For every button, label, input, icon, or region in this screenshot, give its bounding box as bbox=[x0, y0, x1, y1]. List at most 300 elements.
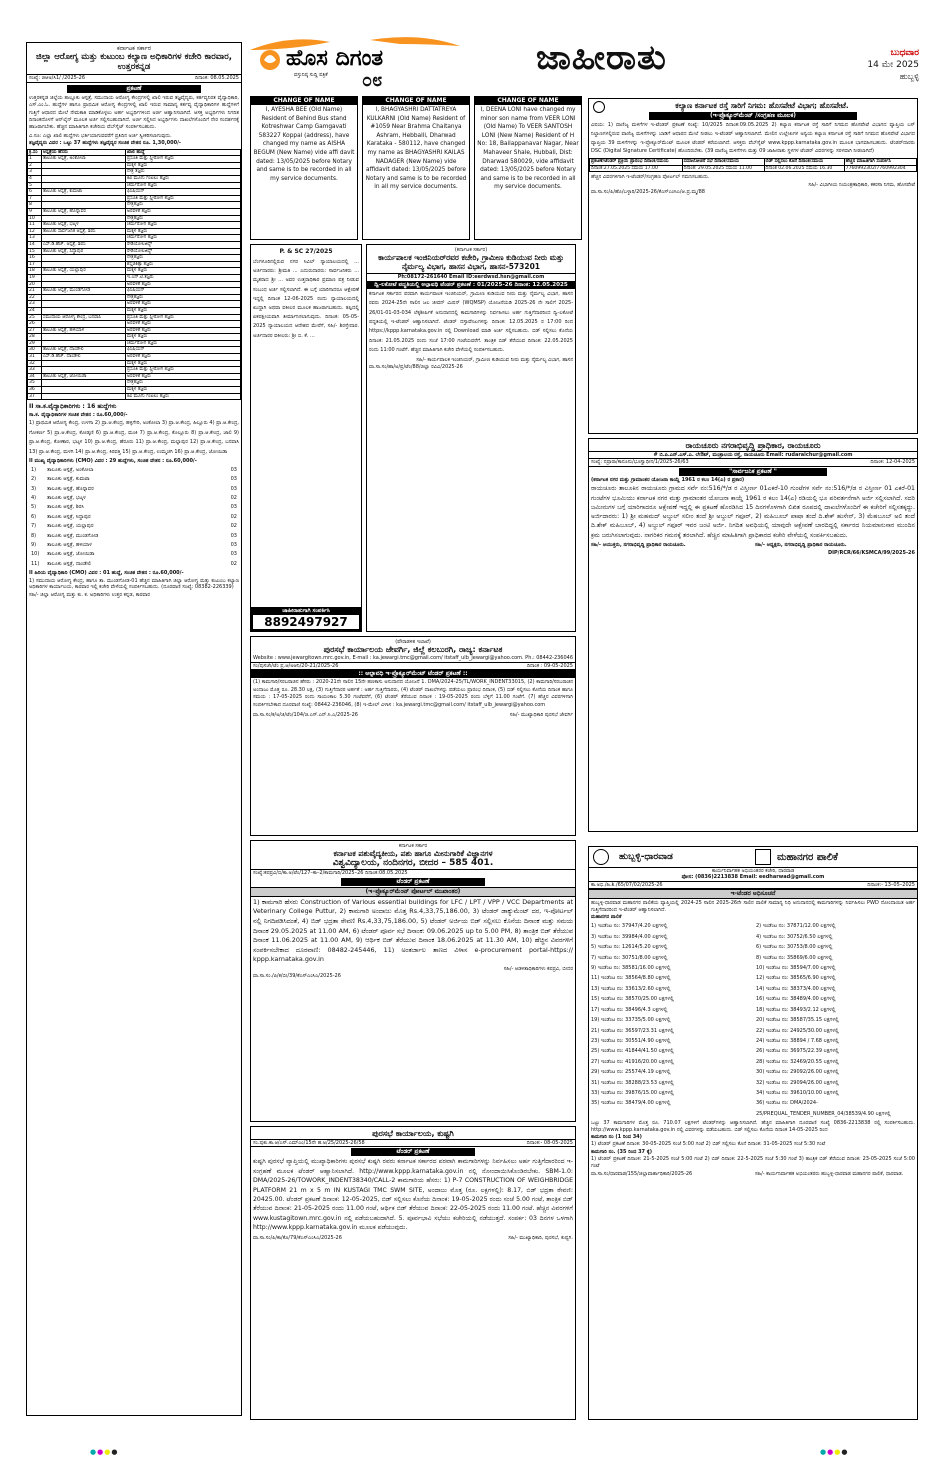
row-post: ಇ.ಎನ್.ಟಿ.ತಜ್ಞರು bbox=[126, 274, 241, 281]
masthead bbox=[250, 36, 925, 96]
row-sl: 31 bbox=[28, 354, 42, 361]
kkrtc-title: ಕಲ್ಯಾಣ ಕರ್ನಾಟಕ ರಸ್ತೆ ಸಾರಿಗೆ ನಿಗಮ: ಹೊಸಪೇಟೆ ವಿಭಾಗ; ಹೊಸಪೇಟೆ. bbox=[675, 101, 849, 110]
list-item: 27) ಇಂಡೆಂಟ ನಂ: 41916/20.00 ಲಕ್ಷಗಳಲ್ಲಿ bbox=[591, 1058, 674, 1065]
kkrtc-table bbox=[589, 158, 917, 172]
row-post: ಪ್ರಸೂತಿ ಮತ್ತು ಸ್ತ್ರೀರೋಗ ತಜ್ಞರು bbox=[126, 156, 241, 163]
row-sl: 30 bbox=[28, 347, 42, 354]
list-item: 6) ಇಂಡೆಂಟ ನಂ: 30753/8.00 ಲಕ್ಷಗಳಲ್ಲಿ bbox=[756, 944, 833, 951]
hdmc-banner: ಇ-ಟೆಂಡರ ಅಧಿಸೂಚನೆ bbox=[589, 889, 917, 899]
list-item: 29) ಇಂಡೆಂಟ ನಂ: 25574/4.19 ಲಕ್ಷಗಳಲ್ಲಿ bbox=[591, 1069, 671, 1076]
row-hospital: ಸಮುದಾಯ ಆರೋಗ್ಯ ಕೇಂದ್ರ, ಬನವಾಸಿ bbox=[42, 314, 126, 321]
row-post: ಅರವಳಿಕೆ ತಜ್ಞರು bbox=[126, 321, 241, 328]
kushtagi-title: ಪುರಸಭೆ ಕಾರ್ಯಾಲಯ, ಕುಷ್ಟಗಿ bbox=[372, 1129, 454, 1138]
list-item: 14) ಇಂಡೆಂಟ ನಂ: 38373/4.00 ಲಕ್ಷಗಳಲ್ಲಿ bbox=[756, 985, 836, 992]
hdmc-city: ಹುಬ್ಬಳ್ಳಿ-ಧಾರವಾಡ bbox=[619, 852, 673, 862]
hdmc-indent-list bbox=[589, 921, 917, 1119]
list-item bbox=[27, 560, 241, 569]
table-row bbox=[28, 367, 241, 374]
table-row bbox=[28, 380, 241, 387]
notice-banner: ಪ್ರಕಟಣೆ bbox=[67, 85, 201, 93]
row-sl: 32 bbox=[28, 360, 42, 367]
cmo-c: 02 bbox=[230, 560, 237, 567]
list-item: 11) ಇಂಡೆಂಟ ನಂ: 38564/8.80 ಲಕ್ಷಗಳಲ್ಲಿ bbox=[591, 975, 671, 982]
row-sl: 17 bbox=[28, 261, 42, 268]
cmo-h: ತಾಲೂಕು ಆಸ್ಪತ್ರೆ, ಭಟ್ಕಳ bbox=[47, 495, 86, 502]
dho-sign: ಸಹಿ/- ಜಿಲ್ಲಾ ಆರೋಗ್ಯ ಮತ್ತು ಕು. ಕ. ಅಧಿಕಾರಿಗಳು ಉತ್ತರ ಕನ್ನಡ, ಕಾರವಾರ bbox=[29, 591, 151, 598]
row-sl: 36 bbox=[28, 387, 42, 394]
row-hospital bbox=[42, 393, 126, 400]
rwss-contact: Ph:08172-261640 Email ID:eerdwsd.hsn@gmail.com bbox=[367, 273, 575, 281]
specialist-table bbox=[27, 149, 241, 401]
list-item: 18) ಇಂಡೆಂಟ ನಂ: 38493/2.12 ಲಕ್ಷಗಳಲ್ಲಿ bbox=[756, 1006, 836, 1013]
list-item bbox=[27, 550, 241, 559]
psc-heading: P. & SC 27/2025 bbox=[279, 248, 333, 255]
cmo-h: ತಾಲೂಕು ಆಸ್ಪತ್ರೆ, ಕುಮಟಾ bbox=[47, 476, 90, 483]
adv-phone[interactable]: 8892497927 bbox=[253, 615, 359, 629]
print-registration-marks: ●●●● bbox=[90, 1448, 119, 1456]
row-hospital: ತಾಲೂಕು ಆಸ್ಪತ್ರೆ, ಜೋಯಿಡಾ bbox=[42, 373, 126, 380]
row-post: ಪ್ರಸೂತಿ ಮತ್ತು ಸ್ತ್ರೀರೋಗ ತಜ್ಞರು bbox=[126, 314, 241, 321]
adv-label: ಜಾಹೀರಾತುಗಾಗಿ ಸಂಪರ್ಕಿಸಿ bbox=[282, 608, 330, 614]
row-hospital bbox=[42, 294, 126, 301]
table-row bbox=[28, 334, 241, 341]
list-item: 19) ಇಂಡೆಂಟ ನಂ: 33735/5.00 ಲಕ್ಷಗಳಲ್ಲಿ bbox=[591, 1017, 671, 1024]
newspaper-logo[interactable] bbox=[250, 36, 460, 92]
row-hospital: ತಾಲೂಕು ಆಸ್ಪತ್ರೆ, ಹಳಿಯಾಳ bbox=[42, 327, 126, 334]
date-label: 14 ಮೇ 2025 bbox=[867, 60, 919, 70]
list-item bbox=[27, 466, 241, 475]
change-of-name-ad bbox=[474, 96, 582, 240]
kushtagi-ref: ಸಂ.ಪುಕು.ಕಾ.ಆ/ಎಸ್.ಎಮ್ಎಂ/15ನೇ ಹ.ಅ/25/2025-26/58 bbox=[253, 1140, 365, 1146]
row-hospital: ತಾಲೂಕು ಆಸ್ಪತ್ರೆ, ಭಟ್ಕಳ bbox=[42, 222, 126, 229]
row-post: ಮಕ್ಕಳ ತಜ್ಞರು bbox=[126, 387, 241, 394]
row-hospital bbox=[42, 321, 126, 328]
row-post: ಕಿವಿ ಮೂಗು ಗಂಟಲು ತಜ್ಞರು bbox=[126, 176, 241, 183]
kkrtc-table-head bbox=[590, 159, 917, 166]
table-row bbox=[28, 235, 241, 242]
cmo-list bbox=[27, 466, 241, 569]
th-sl: ಕ್ರ.ಸಂ bbox=[28, 149, 42, 156]
row-hospital bbox=[42, 255, 126, 262]
row-post: ಮಕ್ಕಳ ತಜ್ಞರು bbox=[126, 334, 241, 341]
kkrtc-hospet-tender bbox=[588, 98, 918, 434]
reg-dot-icon: ● bbox=[90, 1448, 98, 1456]
ruda-title: ರಾಯಚೂರು ನಗರಾಭಿವೃದ್ಧಿ ಪ್ರಾಧಿಕಾರ, ರಾಯಚೂರು bbox=[685, 441, 821, 450]
ruda-sign1: ಸಹಿ/- ಆಯುಕ್ತರು, ನಗರಾಭಿವೃದ್ಧಿ ಪ್ರಾಧಿಕಾರ ರಾಯಚೂರು. bbox=[591, 542, 686, 548]
rwss-body: ಕರ್ನಾಟಕ ಸರ್ಕಾರದ ಪರವಾಗಿ ಕಾರ್ಯಪಾಲಕ ಇಂಜಿನಿಯರ್, ಗ್ರಾಮೀಣ ಕುಡಿಯುವ ನೀರು ಮತ್ತು ನೈರ್ಮಲ್ಯ ವಿಭಾಗ, ಹಾಸನ ರವರು 2024-25ನೇ ಸಾಲಿನ ಜಲ ಜೀವನ್ ಮಿಷನ್ (WQMSP) ಯೋಜನೆಯಡಿ 2025-26 ನೇ ಸಾಲಿಗೆ 2025-26/01-01-03-034 ಲೆಕ್ಕಶೀರ್ಷಿಕೆ ಅನುದಾನದಲ್ಲಿ ಕಾಮಗಾರಿಗಳನ್ನು ನಿರ್ವಹಿಸಲು ಅರ್ಹ ಗುತ್ತಿಗೆದಾರರಿಂದ ದ್ವಿ-ಲಕೋಟೆ ಪದ್ಧತಿಯಲ್ಲಿ ಇ-ಟೆಂಡರ್ ಆಹ್ವಾನಿಸಲಾಗಿದೆ. ಟೆಂಡರ್ ದಸ್ತಾವೇಜುಗಳನ್ನು ದಿನಾಂಕ: 12.05.2025 ರ 17:00 ರಿಂದ https://kppp.karnataka.gov.in ರಲ್ಲಿ Download ಮಾಡಿ ಅರ್ಜಿ ಸಲ್ಲಿಸಬಹುದು. ಬಿಡ್ ಸಲ್ಲಿಸಲು ಕೊನೆಯ ದಿನಾಂಕ: 21.05.2025 ರಂದು ಸಂಜೆ 17:00 ಗಂಟೆಯವರೆಗೆ. ತಾಂತ್ರಿಕ ಬಿಡ್ ತೆರೆಯುವ ದಿನಾಂಕ: 22.05.2025 ರಂದು 11:00 ಗಂಟೆಗೆ. ಹೆಚ್ಚಿನ ಮಾಹಿತಿಗಾಗಿ ಕಚೇರಿ ವೇಳೆಯಲ್ಲಿ ಸಂಪರ್ಕಿಸಬಹುದು. bbox=[369, 290, 573, 354]
hdmc-t1a: 1) ಟೆಂಡರ್ ಪ್ರಕಟಣೆ ದಿನಾಂಕ: 30-05-2025 ಸಂಜೆ 5:00 ಗಂಟೆ 2) ಬಿಡ್ ಸಲ್ಲಿಸಲು ಕೊನೆ ದಿನಾಂಕ: 31-05-2025 ಸಂಜೆ 5:30 ಗಂಟೆ bbox=[591, 1141, 826, 1148]
jewargi-title: ಪುರಸಭೆ ಕಾರ್ಯಾಲಯ ಜೇವರ್ಗಿ, ಜಿಲ್ಲೆ ಕಲಬುರಗಿ, ರಾಜ್ಯ: ಕರ್ನಾಟಕ bbox=[323, 645, 503, 655]
row-hospital bbox=[42, 281, 126, 288]
table-row bbox=[28, 347, 241, 354]
row-hospital: ತಾಲೂಕು ಸಾರ್ವಜನಿಕ ಆಸ್ಪತ್ರೆ, ಶಿರಸಿ bbox=[42, 228, 126, 235]
row-hospital bbox=[42, 334, 126, 341]
table-row bbox=[28, 228, 241, 235]
table-row bbox=[28, 360, 241, 367]
row-post: ಶಸ್ತ್ರಚಿಕಿತ್ಸಾ ತಜ್ಞರು bbox=[126, 261, 241, 268]
row-hospital bbox=[42, 215, 126, 222]
hdmc-intro: ಹುಬ್ಬಳ್ಳಿ-ಧಾರವಾಡ ಮಹಾನಗರ ಪಾಲಿಕೆಯ ವ್ಯಾಪ್ತಿಯಲ್ಲಿ 2024-25 ಸಾಲಿನ 2025-26ನೇ ಸಾಲಿನ ಪಾಲಿಕೆ ಸಾಮಾನ್ಯ ನಿಧಿ ಅನುದಾನದಲ್ಲಿ ಕಾಮಗಾರಿಗಳನ್ನು ನಿರ್ವಹಿಸಲು PWD ನೋಂದಾಯಿತ ಅರ್ಹ ಗುತ್ತಿಗೆದಾರರಿಂದ ಇ-ಟೆಂಡರ್ ಆಹ್ವಾನಿಸಲಾಗಿದೆ. bbox=[591, 900, 915, 913]
row-sl: 21 bbox=[28, 288, 42, 295]
table-row bbox=[28, 261, 241, 268]
ref-date: ದಿನಾಂಕ: 08.05.2025 bbox=[194, 75, 239, 82]
list-item: 13) ಇಂಡೆಂಟ ನಂ: 33613/2.60 ಲಕ್ಷಗಳಲ್ಲಿ bbox=[591, 985, 671, 992]
list-item: 25) ಇಂಡೆಂಟ ನಂ: 41844/41.50 ಲಕ್ಷಗಳಲ್ಲಿ bbox=[591, 1048, 674, 1055]
list-item: 15) ಇಂಡೆಂಟ ನಂ: 38570/25.00 ಲಕ್ಷಗಳಲ್ಲಿ bbox=[591, 996, 674, 1003]
kkrtc-td: ದಿನಾಂಕ 02.06.2025 ಸಮಯ 16.30 bbox=[764, 165, 844, 172]
cmo-c: 03 bbox=[230, 532, 237, 539]
cmo-n: 1) bbox=[31, 466, 37, 473]
row-sl: 2 bbox=[28, 162, 42, 169]
row-sl: 6 bbox=[28, 189, 42, 196]
row-hospital: ತಾಲೂಕು ಆಸ್ಪತ್ರೆ, ಸಿದ್ದಾಪುರ bbox=[42, 248, 126, 255]
row-post: ಮಕ್ಕಳ ತಜ್ಞರು bbox=[126, 162, 241, 169]
change-of-name-body: I, DEENA LONI have changed my minor son name from VEER LONI (Old Name) To VEER SANTOSH LONI (New Name) Resident of H No: 18, Bailappanavar Nagar, Near Mahaveer Shale, Hubbali, Dist: Dharwad 580029, vide affidavit dated: 13/05/2025 before Notary and same is to be recorded in all my service documents. bbox=[477, 107, 579, 191]
hdmc-t2a: 1) ಟೆಂಡರ್ ಪ್ರಕಟಣೆ ದಿನಾಂಕ: 21-5-2025 ಸಂಜೆ 5:00 ಗಂಟೆ 2) ಬಿಡ್ ದಿನಾಂಕ: 22-5-2025 ಸಂಜೆ 5:30 ಗಂಟೆ 3) ತಾಂತ್ರಿಕ ಬಿಡ್ ತೆರೆಯುವ ದಿನಾಂಕ: 23-05-2025 ಸಂಜೆ 5:00 ಗಂಟೆ bbox=[591, 1156, 915, 1169]
hdmc-corp: ಮಹಾನಗರ ಪಾಲಿಕೆ bbox=[777, 851, 838, 863]
bidar-banner: ಟೆಂಡರ್ ಪ್ರಕಟಣೆ bbox=[341, 878, 485, 886]
list-item: 16) ಇಂಡೆಂಟ ನಂ: 38489/4.00 ಲಕ್ಷಗಳಲ್ಲಿ bbox=[756, 996, 836, 1003]
kkrtc-banner: (ಇ-ಪ್ರೊಕ್ಯೂರ್‌ಮೆಂಟ್ /ಸಂಗ್ರಹಣ ಮೂಲಕ) bbox=[649, 112, 857, 120]
rwss-title: ಕಾರ್ಯಪಾಲಕ ಇಂಜಿನಿಯರ್‌ರವರ ಕಚೇರಿ, ಗ್ರಾಮೀಣ ಕುಡಿಯುವ ನೀರು ಮತ್ತು ನೈರ್ಮಲ್ಯ ವಿಭಾಗ, ಹಾಸನ ವಿಭಾಗ, ಹಾಸನ-573201 bbox=[378, 253, 564, 272]
cmo-heading: II ಮುಖ್ಯ ವೈದ್ಯಾಧಿಕಾರಿಗಳು (CMO) ವಿವರ : 29 ಹುದ್ದೆಗಳು, ಸಂಚಿತ ವೇತನ : ರೂ.60,000/- bbox=[29, 458, 197, 465]
kkrtc-td: ದಿನಾಂಕ:27.05.2025 ಸಮಯ 17.00 bbox=[590, 165, 683, 172]
kushtagi-tender bbox=[250, 1126, 576, 1420]
cmo-n: 9) bbox=[31, 542, 37, 549]
cmo-c: 03 bbox=[230, 551, 237, 558]
table-row bbox=[28, 354, 241, 361]
table-row bbox=[28, 268, 241, 275]
hdmc-left-emblem-icon bbox=[593, 849, 609, 865]
bidar-gov: ಕರ್ನಾಟಕ ಸರ್ಕಾರ bbox=[398, 843, 428, 849]
table-row bbox=[28, 307, 241, 314]
table-row bbox=[28, 294, 241, 301]
adv-contact-bar bbox=[251, 607, 361, 631]
row-sl: 18 bbox=[28, 268, 42, 275]
table-row bbox=[28, 156, 241, 163]
ref-no: ಸಂಖ್ಯೆ: ಜಿಆಅ/ಸಿ1/ /2025-26 bbox=[29, 75, 85, 82]
row-hospital bbox=[42, 235, 126, 242]
cmo-h: ತಾಲೂಕು ಆಸ್ಪತ್ರೆ, ದಾಂಡೇಲಿ bbox=[47, 560, 92, 567]
row-sl: 9 bbox=[28, 209, 42, 216]
cmo-n: 3) bbox=[31, 485, 37, 492]
row-hospital: ತಾಲೂಕು ಆಸ್ಪತ್ರೆ, ಕುಮಟಾ bbox=[42, 189, 126, 196]
row-sl: 5 bbox=[28, 182, 42, 189]
kkrtc-sign: ಸಹಿ/- ವಿಭಾಗೀಯ ನಿಯಂತ್ರಣಾಧಿಕಾರಿ, ಕಕರಸಾ ನಿಗಮ, ಹೊಸಪೇಟೆ bbox=[808, 181, 915, 188]
list-item: 9) ಇಂಡೆಂಟ ನಂ: 38581/16.00 ಲಕ್ಷಗಳಲ್ಲಿ bbox=[591, 965, 671, 972]
th-hospital: ಆಸ್ಪತ್ರೆಯ ಹೆಸರು bbox=[42, 149, 126, 156]
table-row bbox=[28, 162, 241, 169]
list-item: 22) ಇಂಡೆಂಟ ನಂ: 24925/30.00 ಲಕ್ಷಗಳಲ್ಲಿ bbox=[756, 1027, 839, 1034]
row-sl: 28 bbox=[28, 334, 42, 341]
gdmo-pay: ಸಾ.ಕ. ವೈದ್ಯಾಧಿಕಾರಿಗಳ ಸಂಚಿತ ವೇತನ : ರೂ.60,000/- bbox=[29, 411, 128, 418]
cmo-c: 03 bbox=[230, 542, 237, 549]
row-post: ಚರ್ಮರೋಗ ತಜ್ಞರು bbox=[126, 222, 241, 229]
table-row bbox=[28, 301, 241, 308]
row-hospital bbox=[42, 367, 126, 374]
row-post: ಅರವಳಿಕೆ ತಜ್ಞರು bbox=[126, 354, 241, 361]
cmo-c: 02 bbox=[230, 523, 237, 530]
cmo-c: 03 bbox=[230, 504, 237, 511]
cmo-h: ತಾಲೂಕು ಆಸ್ಪತ್ರೆ, ಯಲ್ಲಾಪುರ bbox=[47, 523, 94, 530]
list-item: 24) ಇಂಡೆಂಟ ನಂ: 38894 / 7.68 ಲಕ್ಷಗಳಲ್ಲಿ bbox=[756, 1037, 839, 1044]
table-row bbox=[28, 288, 241, 295]
list-item: 17) ಇಂಡೆಂಟ ನಂ: 38496/4.3 ಲಕ್ಷಗಳಲ್ಲಿ bbox=[591, 1006, 668, 1013]
list-item bbox=[27, 513, 241, 522]
city-label: ಹುಬ್ಬಳ್ಳಿ bbox=[899, 72, 919, 81]
kushtagi-banner: ಟೆಂಡರ್ ಪ್ರಕಟಣೆ bbox=[351, 1148, 475, 1156]
list-item bbox=[27, 485, 241, 494]
row-sl: 1 bbox=[28, 156, 42, 163]
hdmc-date: ದಿನಾಂಕ:- 13–05–2025 bbox=[867, 881, 915, 888]
row-sl: 23 bbox=[28, 301, 42, 308]
row-hospital bbox=[42, 360, 126, 367]
row-sl: 11 bbox=[28, 222, 42, 229]
row-post: ಫಿಸಿಷಿಯನ್ bbox=[126, 288, 241, 295]
jewargi-tag: (ಪೌರಾಡಳಿತ ಇಲಾಖೆ) bbox=[395, 639, 431, 645]
cmo-n: 5) bbox=[31, 504, 37, 511]
hdmc-sign: ಸಹಿ/- ಕಾರ್ಯನಿರ್ವಾಹಕ ಅಭಿಯಂತರರು ಹುಬ್ಬಳ್ಳಿ-ಧಾರವಾಡ ಮಹಾನಗರ ಪಾಲಿಕೆ, ಧಾರವಾಡ. bbox=[755, 1171, 904, 1177]
row-sl: 33 bbox=[28, 367, 42, 374]
list-item: 32) ಇಂಡೆಂಟ ನಂ: 29094/26.00 ಲಕ್ಷಗಳಲ್ಲಿ bbox=[756, 1079, 839, 1086]
list-item bbox=[27, 541, 241, 550]
row-sl: 16 bbox=[28, 255, 42, 262]
cmo-c: 02 bbox=[230, 495, 237, 502]
cmo-n: 4) bbox=[31, 495, 37, 502]
row-hospital: ಎಸ್.ಡಿ.ಹೆಚ್. ದಾಂಡೇಲಿ bbox=[42, 354, 126, 361]
list-item: 21) ಇಂಡೆಂಟ ನಂ: 36597/23.31 ಲಕ್ಷಗಳಲ್ಲಿ bbox=[591, 1027, 674, 1034]
change-of-name-heading: CHANGE OF NAME bbox=[475, 97, 581, 105]
row-hospital bbox=[42, 202, 126, 209]
table-row bbox=[28, 195, 241, 202]
kkrtc-logo-icon bbox=[593, 101, 605, 113]
row-post: ಅರವಳಿಕೆ ತಜ್ಞರು bbox=[126, 281, 241, 288]
row-sl: 27 bbox=[28, 327, 42, 334]
cmo-h: ತಾಲೂಕು ಆಸ್ಪತ್ರೆ, ಹೊನ್ನಾವರ bbox=[47, 485, 94, 492]
kkrtc-th: ಬಿಡ್ ಸಲ್ಲಿಸಲು ಕೊನೆ ದಿನಾಂಕ/ಸಮಯ bbox=[764, 159, 844, 166]
row-sl: 24 bbox=[28, 307, 42, 314]
ruda-date: ದಿನಾಂಕ: 12-04-2025 bbox=[870, 459, 915, 466]
kvafsu-bidar-tender bbox=[250, 840, 576, 1122]
jewargi-body: (1) ಕಾಮಗಾರಿ/ಸರಬರಾಜಿನ ಹೆಸರು : 2020-21ನೇ ಸಾಲಿನ 15ನೇ ಹಣಕಾಸು ಅನುದಾನದ ಯೋಜನೆ 1. DMA/2024-25/TL/WORK_INDENT33015, (2) ಕಾಮಗಾರಿ/ಸರಬರಾಜಿನ ಅಂದಾಜು ಮೊತ್ತ ರೂ. 28.30 ಲಕ್ಷ, (3) ಗುತ್ತಿಗೆದಾರರ ಅರ್ಹತೆ : ಅರ್ಹ ಗುತ್ತಿಗೆದಾರರು, (4) ಟೆಂಡರ್ ದಾಖಲೆಗಳನ್ನು ಪಡೆಯಲು ಪ್ರಾರಂಭ ದಿನಾಂಕ, (5) ಬಿಡ್ ಸಲ್ಲಿಸಲು ಕೊನೆಯ ದಿನಾಂಕ ಹಾಗೂ ಸಮಯ : 17-05-2025 ರಂದು ಸಾಯಂಕಾಲ 5.30 ಗಂಟೆವರೆಗೆ, (6) ಟೆಂಡರ್ ತೆರೆಯುವ ದಿನಾಂಕ : 19-05-2025 ರಂದು ಬೆಳ್ಳಿಗೆ 11.00 ಗಂಟೆಗೆ. (7) ಹೆಚ್ಚಿನ ವಿವರಗಳಿಗಾಗಿ ಸಂಪರ್ಕಿಸಬೇಕಾದ ದೂರವಾಣಿ ಸಂಖ್ಯೆ: 08442-236046, (8) ಇ-ಮೇಲ್ ವಿಳಾಸ : ka.jewargi.tmc@gmail.com/ itstaff_ulb_jewargi@yahoo.com bbox=[253, 679, 573, 708]
jewargi-sign: ಸಹಿ/- ಮುಖ್ಯಾಧಿಕಾರಿ ಪುರಸಭೆ ಜೇವರ್ಗಿ bbox=[509, 711, 573, 718]
cmo-n: 11) bbox=[31, 560, 40, 567]
row-post: ಮಕ್ಕಳ ತಜ್ಞರು bbox=[126, 307, 241, 314]
table-row bbox=[28, 321, 241, 328]
hdmc-ref: ಕಾ.ಅಭಿ./ಹಿ.ಶಿ./65/07/02/2025-26 bbox=[591, 881, 663, 888]
specialist-heading: ತಜ್ಞವೈದ್ಯರು ವಿವರ : ಒಟ್ಟು 37 ಹುದ್ದೆಗಳು ತಜ್ಞವೈದ್ಯರ ಸಂಚಿತ ವೇತನ ರೂ. 1,30,000/- bbox=[29, 140, 181, 147]
hdmc-ref2: ವಾ.ಸಾ.ಸಂ/ಧಾರವಾಡ/155/ಜಿಲ್ಲಾವಾರ್ತಾಧಿಕಾರಿ/2025-26 bbox=[591, 1171, 693, 1177]
ruda-sign2: ಸಹಿ/- ಅಧ್ಯಕ್ಷರು, ನಗರಾಭಿವೃದ್ಧಿ ಪ್ರಾಧಿಕಾರ ರಾಯಚೂರು. bbox=[755, 542, 847, 548]
row-post: ಫಿಸಿಷಿಯನ್ bbox=[126, 347, 241, 354]
list-item bbox=[27, 503, 241, 512]
bidar-banner-sub: (ಇ–ಪ್ರೊಕ್ಯೂರ್‌ಮೆಂಟ್ ಪೋರ್ಟಲ್ ಮುಖಾಂತರ) bbox=[251, 887, 575, 897]
notice-title: ಜಿಲ್ಲಾ ಆರೋಗ್ಯ ಮತ್ತು ಕುಟುಂಬ ಕಲ್ಯಾಣ ಅಧಿಕಾರಿಗಳ ಕಚೇರಿ ಕಾರವಾರ, ಉತ್ತರಕನ್ನಡ bbox=[36, 52, 232, 73]
kkrtc-td: 7760992302/7760992304 bbox=[844, 165, 916, 172]
row-hospital bbox=[42, 261, 126, 268]
reg-dot-icon: ● bbox=[820, 1448, 828, 1456]
list-item: 10) ಇಂಡೆಂಟ ನಂ: 38594/7.00 ಲಕ್ಷಗಳಲ್ಲಿ bbox=[756, 965, 836, 972]
row-sl: 15 bbox=[28, 248, 42, 255]
kkrtc-th: ಹೆಚ್ಚಿನ ಮಾಹಿತಿಗಾಗಿ ಸಂಪರ್ಕಿಸಿ bbox=[844, 159, 916, 166]
row-post: ಪ್ರಸೂತಿ ಮತ್ತು ಸ್ತ್ರೀರೋಗ ತಜ್ಞರು bbox=[126, 195, 241, 202]
kushtagi-ref2: ವಾ.ಸಾ.ಸಂ/ಪಿ/ಕಾ/ಕೊ/79/ಕೆಎಸ್‌ಎಂಸಿಎ/2025-26 bbox=[253, 1234, 342, 1241]
list-item: 30) ಇಂಡೆಂಟ ನಂ: 29092/26.00 ಲಕ್ಷಗಳಲ್ಲಿ bbox=[756, 1069, 839, 1076]
th-post: ಖಾಲಿ ಹುದ್ದೆ bbox=[126, 149, 241, 156]
row-sl: 29 bbox=[28, 340, 42, 347]
row-sl: 10 bbox=[28, 215, 42, 222]
row-post: ನೇತ್ರತಜ್ಞರು bbox=[126, 215, 241, 222]
list-item: 12) ಇಂಡೆಂಟ ನಂ: 38565/6.90 ಲಕ್ಷಗಳಲ್ಲಿ bbox=[756, 975, 836, 982]
cmo-n: 6) bbox=[31, 513, 37, 520]
row-sl: 13 bbox=[28, 235, 42, 242]
row-post: ಪ್ರಸೂತಿ ಮತ್ತು ಸ್ತ್ರೀರೋಗ ತಜ್ಞರು bbox=[126, 367, 241, 374]
row-hospital: ತಾಲೂಕು ಆಸ್ಪತ್ರೆ, ಹೊನ್ನಾವರ bbox=[42, 209, 126, 216]
row-post: ಅರವಳಿಕೆ ತಜ್ಞರು bbox=[126, 327, 241, 334]
kkrtc-th: ಸಮಾಲೋಚನೆ ಸಭೆ ದಿನಾಂಕ/ಸಮಯ bbox=[682, 159, 764, 166]
row-hospital bbox=[42, 162, 126, 169]
row-sl: 12 bbox=[28, 228, 42, 235]
list-item: 33) ಇಂಡೆಂಟ ನಂ: 39876/15.00 ಲಕ್ಷಗಳಲ್ಲಿ bbox=[591, 1089, 674, 1096]
row-post: ಚರ್ಮರೋಗ ತಜ್ಞರು bbox=[126, 340, 241, 347]
notice-body: ಉತ್ತರಕನ್ನಡ ಜಿಲ್ಲೆಯ ತಾಲ್ಲೂಕು ಆಸ್ಪತ್ರೆ, ಸಮುದಾಯ ಆರೋಗ್ಯ ಕೇಂದ್ರಗಳಲ್ಲಿ ಖಾಲಿ ಇರುವ ತಜ್ಞವೈದ್ಯರು, ಕರ್ತವ್ಯನಿರತ ವೈದ್ಯಾಧಿಕಾರಿ, ಎಸ್.ಎಂ.ಓ. ಹುದ್ದೆಗಳ ಹಾಗೂ ಪ್ರಾಥಮಿಕ ಆರೋಗ್ಯ ಕೇಂದ್ರಗಳಲ್ಲಿ ಖಾಲಿ ಇರುವ ಸಾಮಾನ್ಯ ಕರ್ತವ್ಯ ವೈದ್ಯಾಧಿಕಾರಿಗಳ ಹುದ್ದೆಗಳಿಗೆ ಗುತ್ತಿಗೆ ಆಧಾರದ ಮೇಲೆ ನೇಮಕಾತಿ ಮಾಡಿಕೊಳ್ಳಲು ಅರ್ಹ ಅಭ್ಯರ್ಥಿಗಳಿಂದ ಅರ್ಜಿ ಆಹ್ವಾನಿಸಲಾಗಿದೆ. ಆಸಕ್ತ ಅಭ್ಯರ್ಥಿಗಳು ನಿಗದಿತ ದಿನಾಂಕದೊಳಗೆ ಆನ್‌ಲೈನ್ ಮೂಲಕ ಅರ್ಜಿ ಸಲ್ಲಿಸಬಹುದಾಗಿದೆ. ಅರ್ಜಿ ಸಲ್ಲಿಸಿದ ಅಭ್ಯರ್ಥಿಗಳು ದಾಖಲೆಗಳೊಂದಿಗೆ ನೇರ ಸಂದರ್ಶನಕ್ಕೆ ಹಾಜರಾಗಬೇಕು. ಹೆಚ್ಚಿನ ಮಾಹಿತಿಗಾಗಿ ಕಚೇರಿಯ ವೆಬ್‌ಸೈಟ್ ಸಂಪರ್ಕಿಸಬಹುದು. bbox=[29, 94, 239, 131]
row-sl: 35 bbox=[28, 380, 42, 387]
list-item: 5) ಇಂಡೆಂಟ ನಂ: 12614/5.20 ಲಕ್ಷಗಳಲ್ಲಿ bbox=[591, 944, 668, 951]
cmo-n: 7) bbox=[31, 523, 37, 530]
table-row bbox=[28, 215, 241, 222]
row-hospital bbox=[42, 307, 126, 314]
day-label: ಬುಧವಾರ bbox=[890, 48, 919, 58]
cmo-n: 8) bbox=[31, 532, 37, 539]
table-row bbox=[28, 241, 241, 248]
rwss-banner: ದ್ವಿ-ಲಕೋಟೆ ಪದ್ಧತಿಯಲ್ಲಿ ಅಲ್ಪಾವಧಿ ಟೆಂಡರ್ ಪ್ರಕಟಣೆ : 01/2025-26 ದಿನಾಂಕ: 12.05.2025 bbox=[367, 282, 575, 289]
cmo-h: ತಾಲೂಕು ಆಸ್ಪತ್ರೆ, ಮುಂಡಗೋಡ bbox=[47, 532, 99, 539]
hdmc-etender bbox=[588, 846, 918, 1420]
hdmc-t1: ಕಾಮಗಾರಿ ನಂ (1 ರಿಂದ 34) bbox=[591, 1133, 642, 1140]
table-row bbox=[28, 169, 241, 176]
hdmc-contact: ಫೋನ: (0836)2213838 Email: eedharwad@gmail.com bbox=[589, 874, 917, 881]
specialist-rows bbox=[28, 156, 241, 400]
row-sl: 34 bbox=[28, 373, 42, 380]
row-post: ರೇಡಿಯೋಲಜಿಸ್ಟ್ bbox=[126, 241, 241, 248]
cmo-h: ತಾಲೂಕು ಆಸ್ಪತ್ರೆ, ಅಂಕೋಲಾ bbox=[47, 466, 94, 473]
ruda-ref2: DIP/RCR/66/KSMCA/99/2025-26 bbox=[827, 550, 915, 557]
list-item bbox=[27, 532, 241, 541]
gov-label: ಕರ್ನಾಟಕ ಸರ್ಕಾರ bbox=[116, 45, 152, 52]
cmo-n: 2) bbox=[31, 476, 37, 483]
cmo-c: 02 bbox=[230, 513, 237, 520]
gdmo-list: 1) ಪ್ರಾಥಮಿಕ ಆರೋಗ್ಯ ಕೇಂದ್ರ, ಉಳಗಾ 2) ಪ್ರಾ.ಆ.ಕೇಂದ್ರ, ಹಳ್ಳಿಗೇರಿ, ಅಂಕೋಲಾ 3) ಪ್ರಾ.ಆ.ಕೇಂದ್ರ, ಹಿಲ್ಲೂರು 4) ಪ್ರಾ.ಆ.ಕೇಂದ್ರ, ಗೋಕರ್ಣ 5) ಪ್ರಾ.ಆ.ಕೇಂದ್ರ, ಕೋಡ್ಕಣಿ 6) ಪ್ರಾ.ಆ.ಕೇಂದ್ರ, ಮಂಕಿ 7) ಪ್ರಾ.ಆ.ಕೇಂದ್ರ, ಕೊಲ್ಲೂರು 8) ಪ್ರಾ.ಆ.ಕೇಂದ್ರ, ಜಾಲಿ 9) ಪ್ರಾ.ಆ.ಕೇಂದ್ರ, ಕೋಣಾರ, ಭಟ್ಕಳ 10) ಪ್ರಾ.ಆ.ಕೇಂದ್ರ, ಹೆರೂರು 11) ಪ್ರಾ.ಆ.ಕೇಂದ್ರ, ಮಲ್ಲಾಪುರ 12) ಪ್ರಾ.ಆ.ಕೇಂದ್ರ, ಬನವಾಸಿ 13) ಪ್ರಾ.ಆ.ಕೇಂದ್ರ, ಮಳಗಿ 14) ಪ್ರಾ.ಆ.ಕೇಂದ್ರ, ಕಿರವತ್ತಿ 15) ಪ್ರಾ.ಆ.ಕೇಂದ್ರ, ಉಮ್ಮಚಗಿ 16) ಪ್ರಾ.ಆ.ಕೇಂದ್ರ, ಜೋಯಿಡಾ bbox=[29, 420, 239, 455]
rwss-sign: ಸಹಿ/- ಕಾರ್ಯಪಾಲಕ ಇಂಜಿನಿಯರ್, ಗ್ರಾಮೀಣ ಕುಡಿಯುವ ನೀರು ಮತ್ತು ನೈರ್ಮಲ್ಯ ವಿಭಾಗ, ಹಾಸನ bbox=[416, 356, 573, 363]
jewargi-date: ದಿನಾಂಕ : 09-05-2025 bbox=[526, 662, 573, 669]
row-sl: 37 bbox=[28, 393, 42, 400]
table-row bbox=[28, 248, 241, 255]
list-item: 34) ಇಂಡೆಂಟ ನಂ: 39610/10.00 ಲಕ್ಷಗಳಲ್ಲಿ bbox=[756, 1089, 839, 1096]
bidar-body: 1) ಕಾಮಗಾರಿ ಹೆಸರು Construction of Various essential buildings for LFC / LPT / VPP / VCC Departments at Veterinary College Puttur, 2) ಕಾಮಗಾರಿ ಅಂದಾಜು ಮೊತ್ತ Rs.4,33,75,186.00, 3) ಟೆಂಡರ್ ಡಾಕ್ಯುಮೆಂಟ್ ದರ, ಇ-ಪೋರ್ಟಲ್ ನಲ್ಲಿ ನಿಗದಿಪಡಿಸಿದಂತೆ, 4) ಬಿಡ್ ಭದ್ರತಾ ಠೇವಣಿ Rs.4,33,75,186.00, 5) ಟೆಂಡರ್ ಅರ್ಜಿಯ ಬಿಡ್ ಸಲ್ಲಿಸಲು ಕೊನೆಯ ದಿನಾಂಕ ಮತ್ತು ಸಮಯ ದಿನಾಂಕ 29.05.2025 at 11.00 AM, 6) ಟೆಂಡರ್ ಪೂರ್ವ ಸಭೆ ದಿನಾಂಕ: 09.06.2025 up to 5.00 PM, 8) ತಾಂತ್ರಿಕ ಬಿಡ್ ತೆರೆಯುವ ದಿನಾಂಕ 11.06.2025 at 11.00 AM, 9) ಆರ್ಥಿಕ ಬಿಡ್ ತೆರೆಯುವ ದಿನಾಂಕ 18.06.2025 at 11.30 AM, 10) ಹೆಚ್ಚಿನ ವಿವರಗಳಿಗೆ ಸಂಪರ್ಕಿಸಬೇಕಾದ ದೂರವಾಣಿ: 08482-245446, 11) ಅಂತರ್ಜಾಲ ತಾಣದ ವಿಳಾಸ e-procurement portal-https:// kppp.karnataka.gov.in bbox=[253, 897, 573, 964]
row-hospital bbox=[42, 176, 126, 183]
change-of-name-heading: CHANGE OF NAME bbox=[251, 97, 357, 105]
row-sl: 8 bbox=[28, 202, 42, 209]
bidar-ref: ಸಂಖ್ಯೆ:ಕಪಪ್ರವಿ/ಬಿ/ಕಾ.ಅ/ಟೆಂ/127–ಕಾ–2/ಕಾಮಗಾರಿ/2025–26 ದಿನಾಂಕ:08.05.2025 bbox=[251, 869, 575, 876]
smo-heading: II ಹಿರಿಯ ವೈದ್ಯಾಧಿಕಾರಿ (CMO) ವಿವರ : 01 ಹುದ್ದೆ, ಸಂಚಿತ ವೇತನ : ರೂ.60,000/- bbox=[29, 570, 184, 577]
row-sl: 26 bbox=[28, 321, 42, 328]
row-hospital: ತಾಲೂಕು ಆಸ್ಪತ್ರೆ, ಯಲ್ಲಾಪುರ bbox=[42, 268, 126, 275]
logo-tagline: ವಸ್ತುನಿಷ್ಠ ಸುದ್ದಿ ಪತ್ರಿಕೆ bbox=[294, 72, 328, 78]
table-row bbox=[28, 387, 241, 394]
row-hospital: ತಾಲೂಕು ಆಸ್ಪತ್ರೆ, ಅಂಕೋಲಾ bbox=[42, 156, 126, 163]
smo-body: 1) ಸಮುದಾಯ ಆರೋಗ್ಯ ಕೇಂದ್ರ, ಹಾಗೂ ತಾ. ಮುಂಡಗೋಡ-01 ಹೆಚ್ಚಿನ ಮಾಹಿತಿಗಾಗಿ ಜಿಲ್ಲಾ ಆರೋಗ್ಯ ಮತ್ತು ಕುಟುಂಬ ಕಲ್ಯಾಣ ಅಧಿಕಾರಿಗಳ ಕಾರ್ಯಾಲಯ, ಕಾರವಾರ ಇಲ್ಲಿ ಕಚೇರಿ ವೇಳೆಯಲ್ಲಿ ಸಂಪರ್ಕಿಸಬಹುದು. (ದೂರವಾಣಿ ಸಂಖ್ಯೆ: 08382-226339) bbox=[29, 577, 239, 591]
list-item: 7) ಇಂಡೆಂಟ ನಂ: 30751/8.00 ಲಕ್ಷಗಳಲ್ಲಿ bbox=[591, 954, 668, 961]
row-post: ಅರವಳಿಕೆ ತಜ್ಞರು bbox=[126, 301, 241, 308]
row-post: ಚರ್ಮರೋಗ ತಜ್ಞರು bbox=[126, 235, 241, 242]
hdmc-body: ಒಟ್ಟು 37 ಕಾಮಗಾರಿಗಳ ಮೊತ್ತ ರೂ. 710.07 ಲಕ್ಷಗಳಿಗೆ ಟೆಂಡರ್‌ಗಳನ್ನು ಆಹ್ವಾನಿಸಲಾಗಿದೆ. ಹೆಚ್ಚಿನ ಮಾಹಿತಿಗಾಗಿ ದೂರವಾಣಿ ಸಂಖ್ಯೆ 0836-2213838 ರಲ್ಲಿ ಸಂಪರ್ಕಿಸಬಹುದು. http://www.kppp.karnataka.gov.in ನಲ್ಲಿ ವಿವರಗಳನ್ನು ಪಡೆಯಬಹುದು. ಬಿಡ್ ಸಲ್ಲಿಸಲು ಕೊನೆಯ ದಿನಾಂಕ 14-05-2025 ರಿಂದ bbox=[591, 1120, 915, 1133]
table-row bbox=[28, 222, 241, 229]
row-post: ಫಿಸಿಷಿಯನ್ bbox=[126, 189, 241, 196]
cmo-c: 03 bbox=[230, 466, 237, 473]
hdmc-header bbox=[589, 847, 917, 868]
row-hospital bbox=[42, 387, 126, 394]
table-row bbox=[28, 373, 241, 380]
hdmc-t2: ಕಾಮಗಾರಿ ನಂ. (35 ರಿಂದ 37 ಕ್ಕೆ) bbox=[591, 1148, 652, 1155]
change-of-name-body: I, AYESHA BEE (Old Name) Resident of Behind Bus stand Kotreshwar Camp Gamgavati 583227 Koppal (address), have changed my name as AISHA BEGUM (New Name) vide affi davit dated: 13/05/2025 before Notary and same is to be recorded in all my service documents. bbox=[253, 107, 355, 182]
bidar-title1: ಕರ್ನಾಟಕ ಪಶುವೈದ್ಯಕೀಯ, ಪಶು ಹಾಗೂ ಮೀನುಗಾರಿಕೆ ವಿಜ್ಞಾನಗಳ bbox=[333, 849, 493, 859]
row-hospital bbox=[42, 274, 126, 281]
jewargi-ref2: ವಾ.ಸಾ.ಸಂ/ಕ/ಅ/ಜಿ/ಟೆಂ/104/ಜಿ.ಎಸ್.ಎನ್.ಸಿ.ಎ/2025-26 bbox=[253, 711, 358, 718]
hdmc-sub: ಕಾರ್ಯನಿರ್ವಾಹಕ ಅಭಿಯಂತರರ ಕಚೇರಿ, ಧಾರವಾಡ bbox=[711, 868, 795, 874]
table-row bbox=[28, 209, 241, 216]
row-post: ರೇಡಿಯೋಲಜಿಸ್ಟ್ bbox=[126, 248, 241, 255]
kushtagi-sign: ಸಹಿ/- ಮುಖ್ಯಾಧಿಕಾರಿ, ಪುರಸಭೆ, ಕುಷ್ಟಗಿ. bbox=[508, 1234, 573, 1241]
logo-text: ಹೊಸ ದಿಗಂತ bbox=[286, 46, 384, 71]
row-post: ನೇತ್ರತಜ್ಞರು bbox=[126, 380, 241, 387]
table-row bbox=[28, 274, 241, 281]
row-post: ಮಕ್ಕಳ ತಜ್ಞರು bbox=[126, 360, 241, 367]
row-post: ನೇತ್ರ ತಜ್ಞರು bbox=[126, 169, 241, 176]
cmo-h: ತಾಲೂಕು ಆಸ್ಪತ್ರೆ, ಹಳಿಯಾಳ bbox=[47, 542, 92, 549]
list-item: 36) ಇಂಡೆಂಟ ನಂ: DMA/2024-25/PREQUAL_TENDER_NUMBER_04/38539/4.90 ಲಕ್ಷಗಳಲ್ಲಿ bbox=[756, 1100, 891, 1117]
cmo-n: 10) bbox=[31, 551, 40, 558]
row-hospital: ಎಸ್.ಡಿ.ಹೆಚ್. ಆಸ್ಪತ್ರೆ, ಶಿರಸಿ bbox=[42, 241, 126, 248]
jewargi-banner: :: ಅಲ್ಪಾವಧಿ ಇ-ಪ್ರೊಕ್ಯೂರ್‌ಮೆಂಟ್ ಟೆಂಡರ್ ಪ್ರಕಟಣೆ :: bbox=[251, 670, 575, 678]
list-item: 4) ಇಂಡೆಂಟ ನಂ: 30752/6.50 ಲಕ್ಷಗಳಲ್ಲಿ bbox=[756, 933, 833, 940]
list-item: 1) ಇಂಡೆಂಟ ನಂ: 37947/4.20 ಲಕ್ಷಗಳಲ್ಲಿ bbox=[591, 923, 668, 930]
change-of-name-heading: CHANGE OF NAME bbox=[363, 97, 469, 105]
change-of-name-body: I, BHAGYASHRI DATTATREYA KULKARNI (Old Name) Resident of #1059 Near Brahma Chaitanya Ashram, Hebballi, Dharwad Karataka - 580112, have changed my name as BHAGYASHRI KAILAS NADAGER (New Name) vide affidavit dated: 13/05/2025 before Notary and same is to be recorded in all my service documents. bbox=[365, 107, 467, 191]
ruda-banner: "ಸಾರ್ವಜನಿಕ ಪ್ರಕಟಣೆ " bbox=[679, 468, 827, 476]
row-sl: 4 bbox=[28, 176, 42, 183]
list-item: 28) ಇಂಡೆಂಟ ನಂ: 32469/20.55 ಲಕ್ಷಗಳಲ್ಲಿ bbox=[756, 1058, 839, 1065]
gdmo-heading: II ಸಾ.ಕ.ವೈದ್ಯಾಧಿಕಾರಿಗಳು : 16 ಹುದ್ದೆಗಳು bbox=[29, 403, 117, 411]
kkrtc-body: ವಿಷಯ: 1) ವಾಣಿಜ್ಯ ಮಳಿಗೆಗಳ ಇ-ಟೆಂಡರ್ ಪ್ರಕಟಣೆ ಸಂಖ್ಯೆ: 10/2025 ದಿನಾಂಕ:09.05.2025 2) ಕಲ್ಯಾಣ ಕರ್ನಾಟಕ ರಸ್ತೆ ಸಾರಿಗೆ ನಿಗಮದ ಹೊಸಪೇಟೆ ವಿಭಾಗದ ವ್ಯಾಪ್ತಿಯ ಬಸ್ ನಿಲ್ದಾಣಗಳಲ್ಲಿರುವ ವಾಣಿಜ್ಯ ಮಳಿಗೆಗಳನ್ನು ಬಾಡಿಗೆ ಆಧಾರದ ಮೇಲೆ ನೀಡಲು ಇ-ಟೆಂಡರ್ ಆಹ್ವಾನಿಸಲಾಗಿದೆ. ಮೇಲಿನ ಉಲ್ಲೇಖಗಳ ಅನ್ವಯ ಕಲ್ಯಾಣ ಕರ್ನಾಟಕ ರಸ್ತೆ ಸಾರಿಗೆ ನಿಗಮದ ಹೊಸಪೇಟೆ ವಿಭಾಗದ ವ್ಯಾಪ್ತಿಯ 39 ಮಳಿಗೆಗಳನ್ನು ಇ-ಪ್ರೊಕ್ಯೂರ್‌ಮೆಂಟ್ ಮೂಲಕ ಟೆಂಡರ್ ಕರೆಯಲಾಗಿದೆ. ಆಸಕ್ತರು ವೆಬ್‌ಸೈಟ್ www.kppp.karnataka.gov.in ಮೂಲಕ ಭಾಗವಹಿಸಬಹುದು. ಟೆಂಡರ್‌ದಾರರು DSC (Digital Signature Certificate) ಹೊಂದಿರಬೇಕು. (39 ವಾಣಿಜ್ಯ ಮಳಿಗೆಗಳು ಮತ್ತು 09 ಜಾಹೀರಾತು ಸ್ಥಳಗಳ ಟೆಂಡರ್ ವಿವರಗಳನ್ನು ಸರಳವಾಗಿ ನೀಡಲಾಗಿದೆ) bbox=[591, 122, 915, 155]
cmo-c: 03 bbox=[230, 476, 237, 483]
row-hospital bbox=[42, 380, 126, 387]
cmo-h: ತಾಲೂಕು ಆಸ್ಪತ್ರೆ, ಸಿದ್ದಾಪುರ bbox=[47, 513, 91, 520]
table-row bbox=[28, 327, 241, 334]
list-item: 2) ಇಂಡೆಂಟ ನಂ: 37871/12.00 ಲಕ್ಷಗಳಲ್ಲಿ bbox=[756, 923, 836, 930]
row-sl: 3 bbox=[28, 169, 42, 176]
row-post: ಚರ್ಮರೋಗ ತಜ್ಞರು bbox=[126, 182, 241, 189]
list-item: 26) ಇಂಡೆಂಟ ನಂ: 36975/22.39 ಲಕ್ಷಗಳಲ್ಲಿ bbox=[756, 1048, 839, 1055]
row-post: ಕಿವಿ ಮೂಗು ಗಂಟಲು ತಜ್ಞರು bbox=[126, 393, 241, 400]
rwss-hassan-tender bbox=[366, 244, 576, 632]
ruda-addr: # ಬಿ.ಪಿ.ಎನ್.ಎಸ್.ಎ. ಲೇಔಟ್, ಮಂತ್ರಾಲಯ ರಸ್ತೆ, ರಾಯಚೂರು Email: rudaraichur@gmail.com bbox=[589, 451, 917, 459]
row-hospital: ತಾಲೂಕು ಆಸ್ಪತ್ರೆ, ದಾಂಡೇಲಿ bbox=[42, 347, 126, 354]
list-item: 3) ಇಂಡೆಂಟ ನಂ: 39984/4.00 ಲಕ್ಷಗಳಲ್ಲಿ bbox=[591, 933, 668, 940]
table-row bbox=[28, 182, 241, 189]
row-hospital bbox=[42, 195, 126, 202]
print-registration-marks-right: ●●●● bbox=[820, 1448, 849, 1456]
row-post: ನೇತ್ರತಜ್ಞರು bbox=[126, 294, 241, 301]
